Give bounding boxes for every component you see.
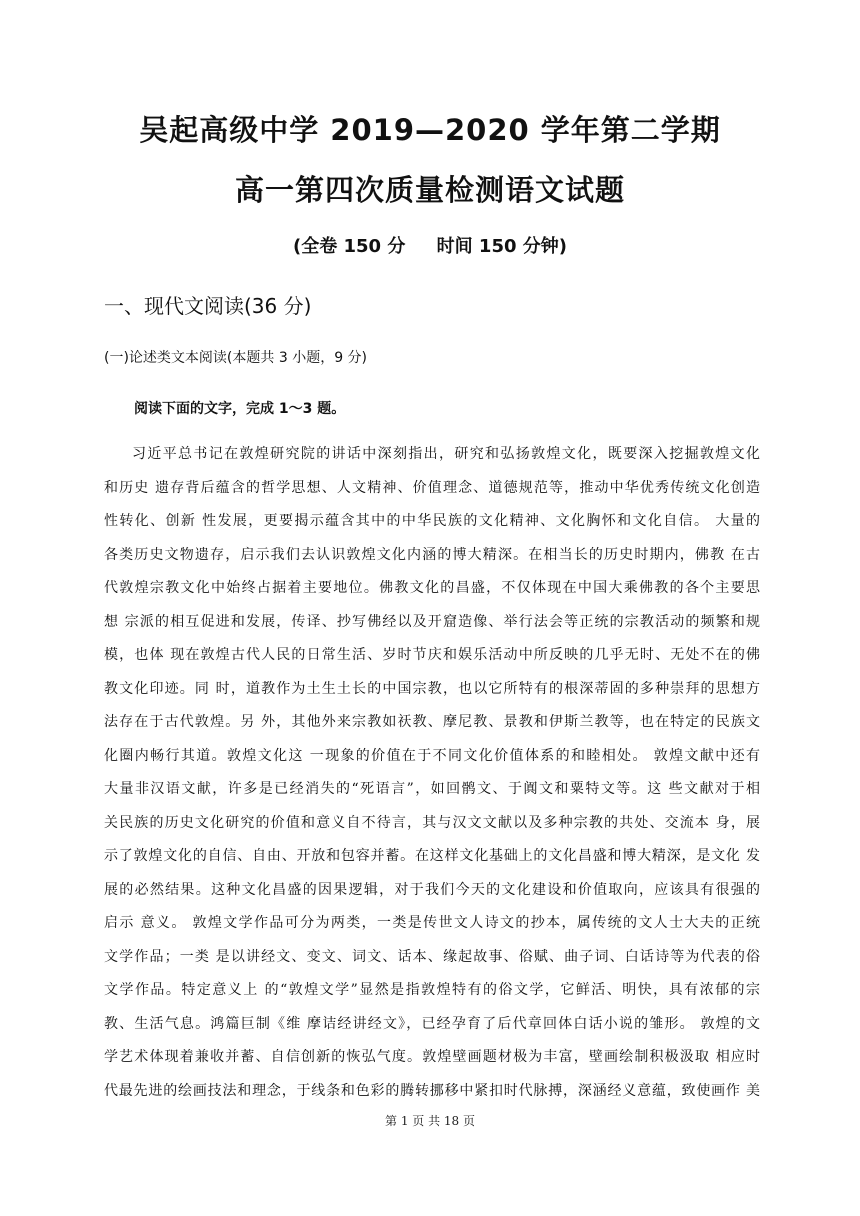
passage-line: 代最先进的绘画技法和理念，于线条和色彩的腾转挪移中紧扣时代脉搏，深涵经义意蕴，致使画作 美 xyxy=(104,1082,760,1099)
passage-line: 示了敦煌文化的自信、自由、开放和包容并蓄。在这样文化基础上的文化昌盛和博大精深，是文化 发 xyxy=(104,848,760,864)
passage-line: 学艺术体现着兼收并蓄、自信创新的恢弘气度。敦煌壁画题材极为丰富，壁画绘制积极汲取 相应时 xyxy=(104,1049,760,1065)
passage-line: 化圈内畅行其道。敦煌文化这 一现象的价值在于不同文化价值体系的和睦相处。 敦煌文献中还有 xyxy=(104,747,760,764)
passage-line: 教文化印迹。同 时，道教作为土生土长的中国宗教，也以它所特有的根深蒂固的多种崇拜的思想方 xyxy=(104,680,760,697)
passage-body xyxy=(104,438,760,1108)
passage-line: 启示 意义。 敦煌文学作品可分为两类，一类是传世文人诗文的抄本，属传统的文人士大夫的正统 xyxy=(104,915,760,931)
passage-line: 代敦煌宗教文化中始终占据着主要地位。佛教文化的昌盛，不仅体现在中国大乘佛教的各个主要思 xyxy=(104,580,760,596)
exam-title-line1: 吴起高级中学 2019—2020 学年第二学期 xyxy=(139,113,721,147)
passage-line: 模，也体 现在敦煌古代人民的日常生活、岁时节庆和娱乐活动中所反映的几乎无时、无处不在的佛 xyxy=(104,647,760,663)
passage-line: 展的必然结果。这种文化昌盛的因果逻辑，对于我们今天的文化建设和价值取向，应该具有很强的 xyxy=(104,881,760,898)
passage-line: 想 宗派的相互促进和发展，传译、抄写佛经以及开窟造像、举行法会等正统的宗教活动的频繁和规 xyxy=(104,613,760,630)
passage-line: 性转化、创新 性发展，更要揭示蕴含其中的中华民族的文化精神、文化胸怀和文化自信。 大量的 xyxy=(104,513,760,529)
passage-line: 各类历史文物遗存，启示我们去认识敦煌文化内涵的博大精深。在相当长的历史时期内，佛教 在古 xyxy=(104,546,760,563)
passage-line: 文学作品；一类 是以讲经文、变文、词文、话本、缘起故事、俗赋、曲子词、白话诗等为代表的俗 xyxy=(104,948,760,965)
passage-line: 习近平总书记在敦煌研究院的讲话中深刻指出，研究和弘扬敦煌文化，既要深入挖掘敦煌文化 xyxy=(132,446,760,462)
passage-line: 关民族的历史文化研究的价值和意义自不待言，其与汉文文献以及多种宗教的共处、交流本 身，展 xyxy=(104,814,760,831)
section-heading: 一、现代文阅读(36 分) xyxy=(104,294,312,318)
reading-instruction: 阅读下面的文字，完成 1～3 题。 xyxy=(134,401,346,417)
page-footer: 第 1 页 共 18 页 xyxy=(385,1114,475,1128)
exam-subtitle: (全卷 150 分 时间 150 分钟) xyxy=(293,236,567,257)
passage-line: 大量非汉语文献，许多是已经消失的“死语言”，如回鹘文、于阗文和粟特文等。这 些文献对于相 xyxy=(104,781,760,797)
passage-line: 和历史 遗存背后蕴含的哲学思想、人文精神、价值理念、道德规范等，推动中华优秀传统文化创造 xyxy=(104,479,760,496)
subsection-heading: (一)论述类文本阅读(本题共 3 小题，9 分) xyxy=(104,350,368,366)
exam-title-line2: 高一第四次质量检测语文试题 xyxy=(234,173,625,207)
passage-line: 教、生活气息。鸿篇巨制《维 摩诘经讲经文》，已经孕育了后代章回体白话小说的雏形。 敦煌的文 xyxy=(104,1015,760,1032)
passage-line: 文学作品。特定意义上 的“敦煌文学”显然是指敦煌特有的俗文学，它鲜活、明快，具有浓郁的宗 xyxy=(104,982,760,998)
passage-line: 法存在于古代敦煌。另 外，其他外来宗教如祆教、摩尼教、景教和伊斯兰教等，也在特定的民族文 xyxy=(104,714,760,730)
